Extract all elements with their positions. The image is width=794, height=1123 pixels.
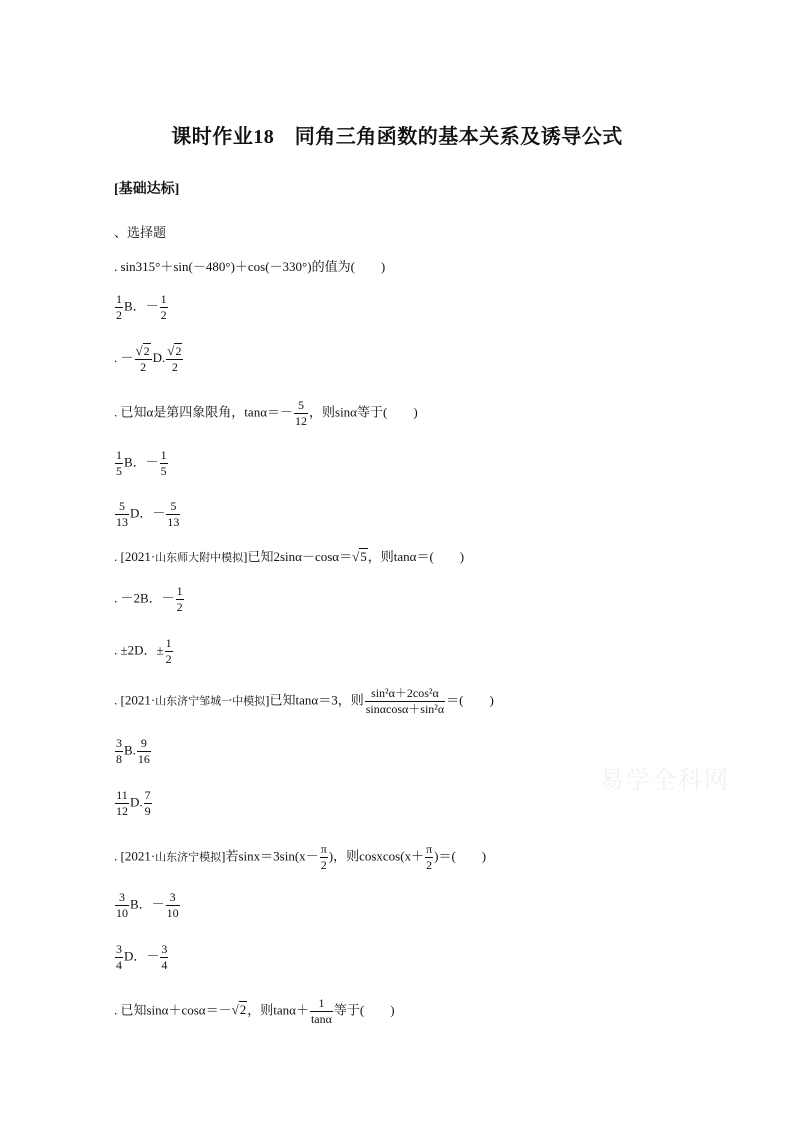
question-3-options-cd: . ±2D．± $\frac{1}{2}$	[114, 636, 172, 666]
option-a-fraction: $\frac{1}{2}$	[116, 292, 122, 322]
watermark: 易学全科网	[600, 766, 730, 794]
part-label: 、选择题	[114, 225, 167, 240]
question-6-stem: . 已知sinα＋cosα＝－√2，则tanα＋ $\frac{1}{\tan\alpha}$ 等于( )	[114, 996, 395, 1026]
question-2-options-ab: $\frac{1}{5}$ B．－ $\frac{1}{5}$	[116, 448, 167, 478]
question-1-stem: . sin315°＋sin(－480°)＋cos(－330°)的值为( )	[114, 259, 386, 274]
question-3-options-ab: . －2B．－ $\frac{1}{2}$	[114, 584, 183, 614]
question-2-stem: . 已知α是第四象限角，tanα＝－ $\frac{5}{12}$ ，则sinα等于( )	[114, 398, 418, 428]
tan-value-fraction: $\frac{5}{12}$	[295, 398, 308, 428]
question-2-options-cd: $\frac{5}{13}$ D．－ $\frac{5}{13}$	[116, 499, 180, 529]
question-4-options-cd: $\frac{11}{12}$ D. $\frac{7}{9}$	[116, 788, 151, 818]
question-3-stem: . [2021·山东师大附中模拟]已知2sinα－cosα＝√5，则tanα＝( )	[114, 549, 465, 564]
question-1-options-cd: . － $\frac{√2}{2}$ D. $\frac{√2}{2}$	[114, 343, 182, 374]
question-5-stem: . [2021·山东济宁模拟]若sinx＝3sin(x－ $\frac{\pi}{2}$ )，则cosxcos(x＋ $\frac{\pi}{2}$ )＝( )	[114, 842, 487, 872]
question-5-options-ab: $\frac{3}{10}$ B．－ $\frac{3}{10}$	[116, 890, 179, 920]
section-heading: [基础达标]	[114, 182, 180, 197]
question-4-options-ab: $\frac{3}{8}$ B. $\frac{9}{16}$	[116, 736, 150, 766]
question-4-stem: . [2021·山东济宁邹城一中模拟]已知tanα＝3，则 $\frac{\text{sin²α＋2cos²α}}{\text{sinαcosα＋sin²α}}$ ＝( )	[114, 686, 494, 716]
expression-fraction: $\frac{\text{sin²α＋2cos²α}}{\text{sinαcosα＋sin²α}}$	[365, 686, 445, 716]
question-1-options-ab: $\frac{1}{2}$ B．－ $\frac{1}{2}$	[116, 292, 167, 322]
question-5-options-cd: $\frac{3}{4}$ D．－ $\frac{3}{4}$	[116, 942, 168, 972]
option-d-fraction: $\frac{√2}{2}$	[167, 343, 182, 374]
source-label: 山东师大附中模拟	[155, 551, 244, 564]
option-c-fraction: $\frac{√2}{2}$	[135, 343, 150, 374]
option-b-fraction: $\frac{1}{2}$	[160, 292, 167, 322]
page-title: 课时作业18 同角三角函数的基本关系及诱导公式	[171, 126, 623, 148]
